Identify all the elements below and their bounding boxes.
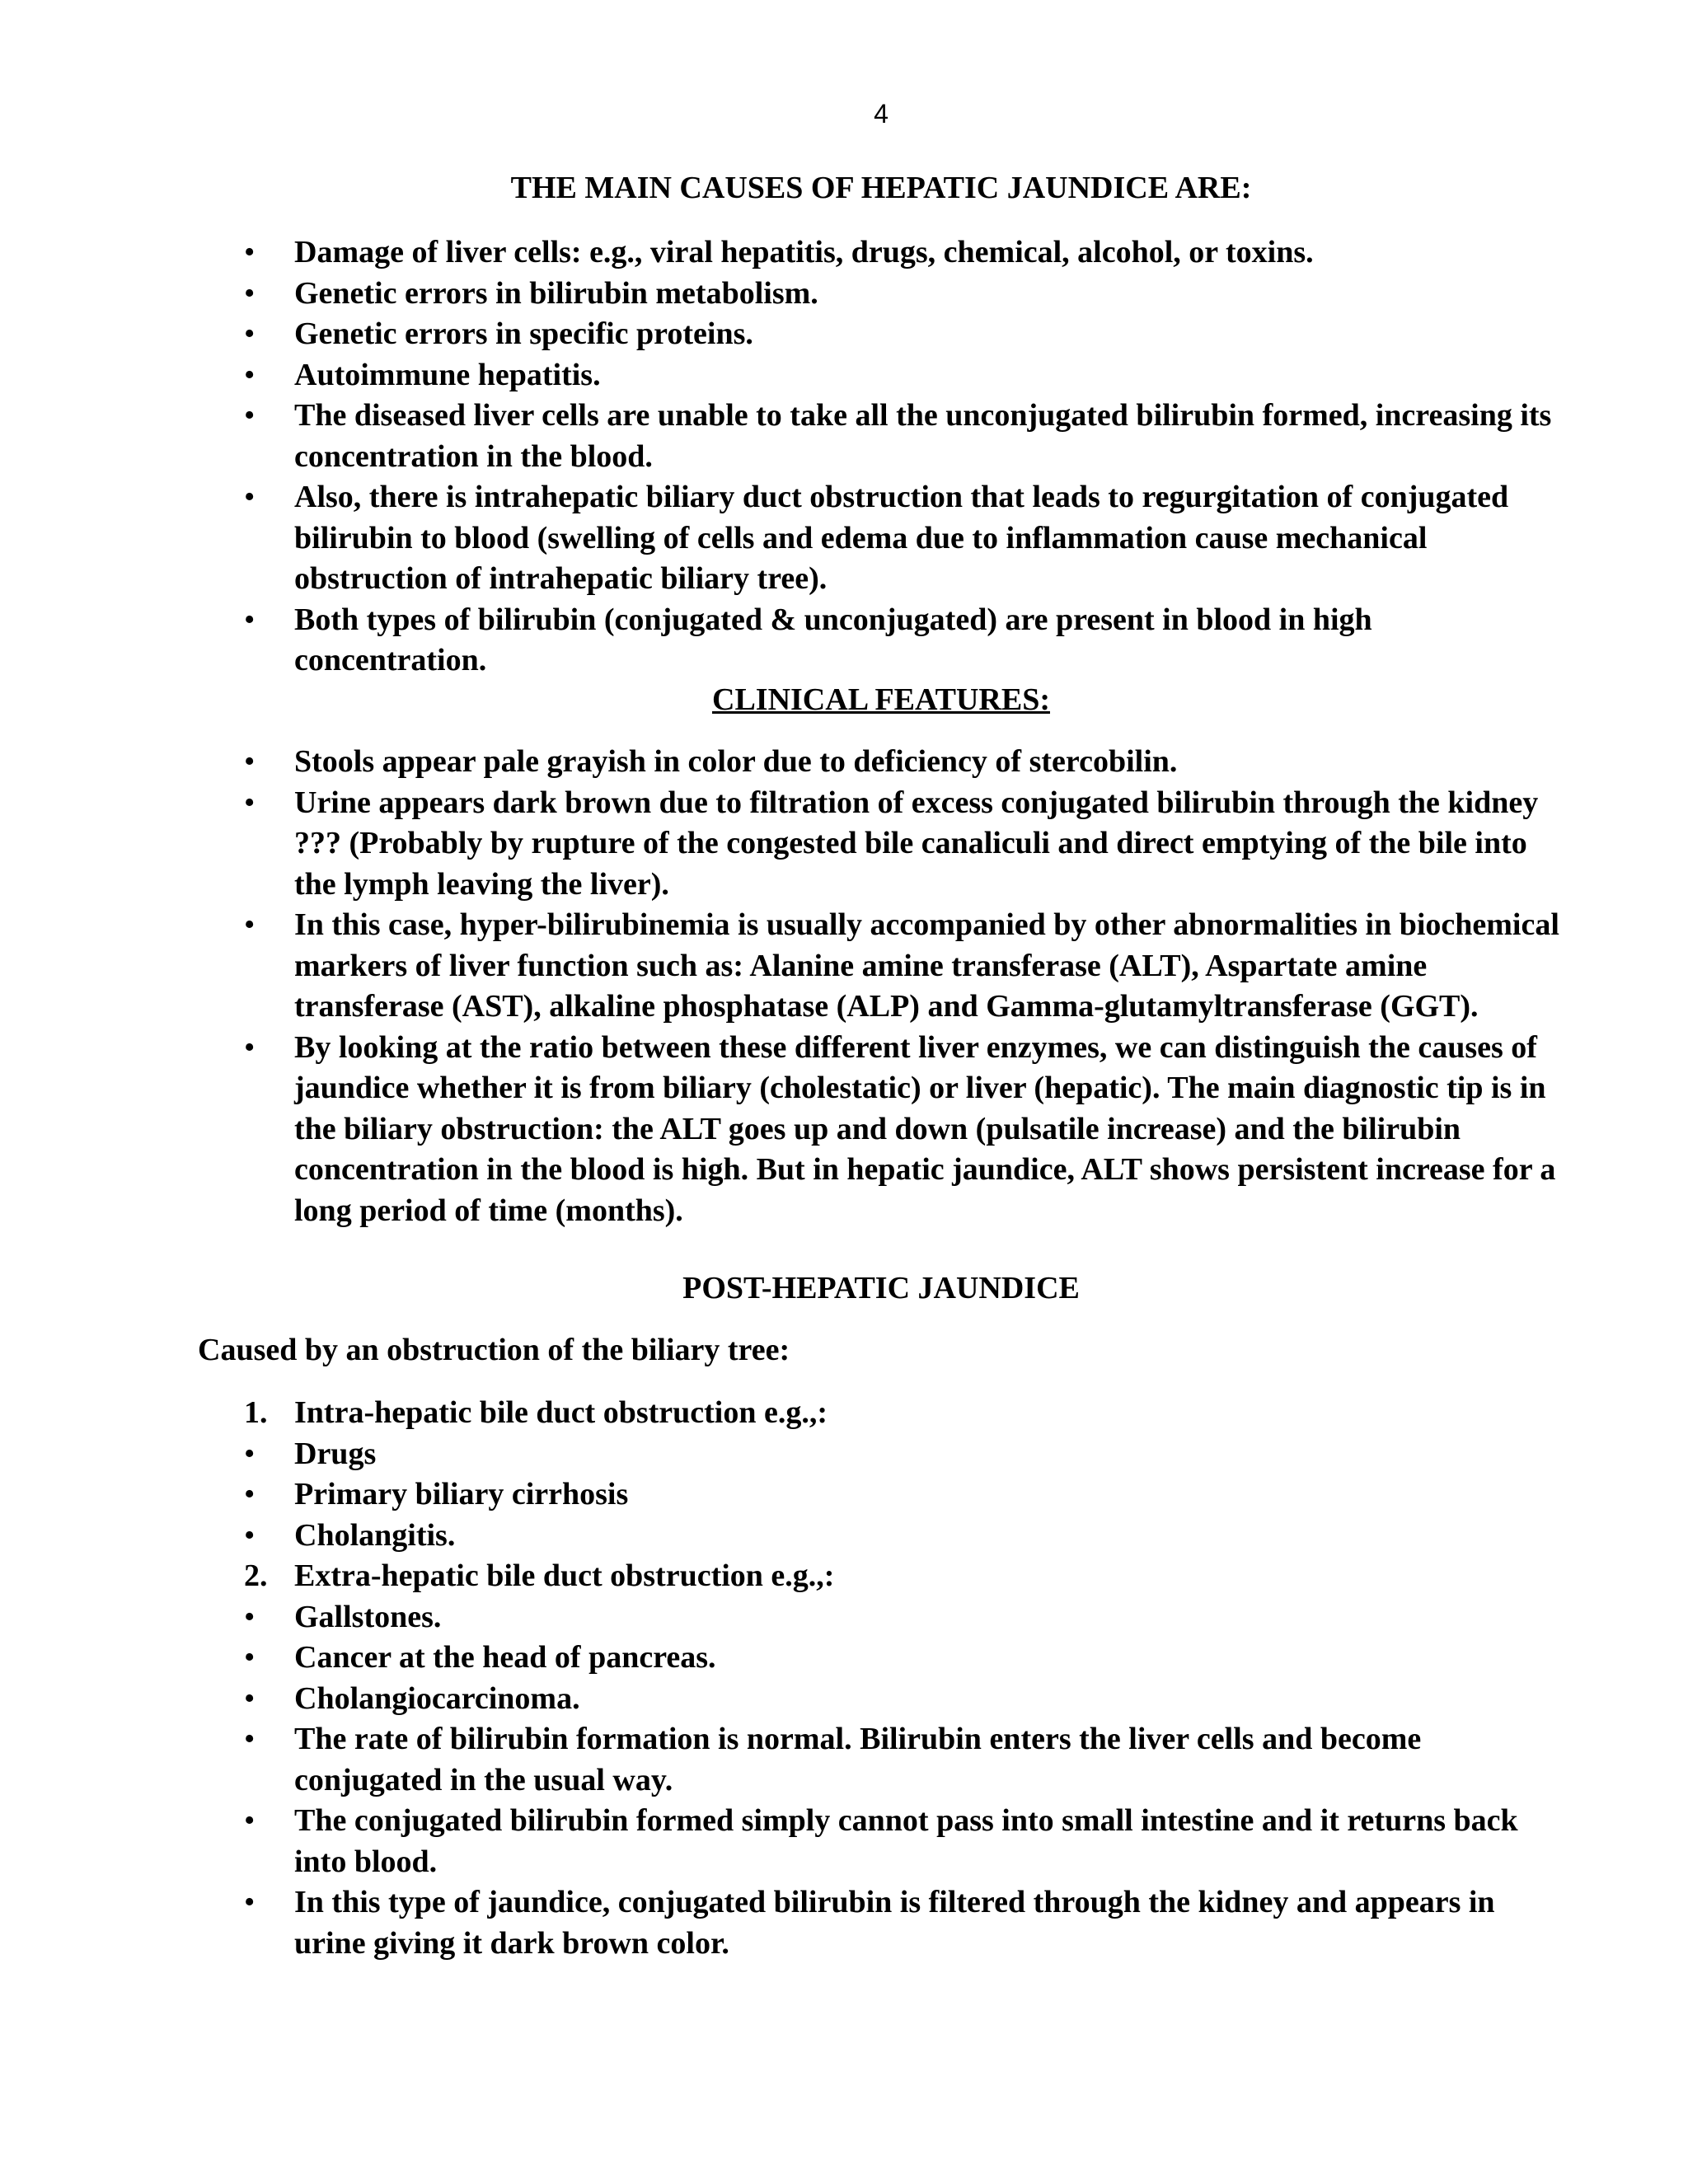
list-item: • Autoimmune hepatitis. [0, 355, 1688, 396]
item-label: Extra-hepatic bile duct obstruction e.g.,: [294, 1558, 835, 1593]
bullet-icon: • [244, 1436, 256, 1471]
bullet-icon: • [244, 1885, 256, 1919]
bullet-icon: • [244, 1803, 256, 1838]
bullet-icon: • [244, 316, 256, 351]
clinical-features-heading [0, 680, 1688, 721]
list-item: • Genetic errors in bilirubin metabolism. [0, 274, 1688, 315]
bullet-icon: • [244, 907, 256, 942]
list-item: • Urine appears dark brown due to filtration of excess conjugated bilirubin through the kidney ??? (Probably by rupture of the congested bile canaliculi and direct emptying of the bile into the lymph leaving the liver). [0, 783, 1688, 906]
list-item: • Damage of liver cells: e.g., viral hepatitis, drugs, chemical, alcohol, or toxins. [0, 232, 1688, 274]
bullet-icon: • [244, 275, 256, 311]
bullet-icon: • [244, 480, 256, 514]
numbered-item-extra [0, 1556, 1688, 1597]
bullet-icon: • [244, 1599, 256, 1634]
bullet-icon: • [244, 602, 256, 637]
clinical-features-list [0, 742, 1688, 1231]
item-label: Intra-hepatic bile duct obstruction e.g.,: [294, 1395, 828, 1430]
list-item: • Cancer at the head of pancreas. [0, 1638, 1688, 1679]
bullet-icon: • [244, 357, 256, 392]
list-item: • Cholangitis. [0, 1516, 1688, 1557]
hepatic-causes-list [0, 232, 1688, 682]
hepatic-causes-heading: THE MAIN CAUSES OF HEPATIC JAUNDICE ARE: [510, 171, 1252, 205]
list-item: • Stools appear pale grayish in color due to deficiency of stercobilin. [0, 742, 1688, 783]
bullet-icon: • [244, 235, 256, 269]
post-hepatic-intro: Caused by an obstruction of the biliary tree: [198, 1333, 790, 1367]
bullet-icon: • [244, 1517, 256, 1553]
numbered-item-intra [0, 1393, 1688, 1434]
list-item: • Primary biliary cirrhosis [0, 1474, 1688, 1516]
bullet-icon: • [244, 785, 256, 820]
post-hepatic-heading: POST-HEPATIC JAUNDICE [682, 1271, 1080, 1305]
list-item: • In this case, hyper-bilirubinemia is usually accompanied by other abnormalities in biochemical markers of liver function such as: Alanine amine transferase (ALT), Aspartate amine transferase (AST), alkaline phosphatase (ALP) and Gamma-glutamyltransferase (GGT). [0, 905, 1688, 1028]
bullet-icon: • [244, 1640, 256, 1675]
list-item: • Also, there is intrahepatic biliary duct obstruction that leads to regurgitation of conjugated bilirubin to blood (swelling of cells and edema due to inflammation cause mechanical obstruction of intrahepatic biliary tree). [0, 477, 1688, 600]
bullet-icon: • [244, 744, 256, 779]
item-number: 2. [244, 1558, 268, 1593]
list-item: • Drugs [0, 1434, 1688, 1475]
list-item: • By looking at the ratio between these different liver enzymes, we can distinguish the causes of jaundice whether it is from biliary (cholestatic) or liver (hepatic). The main diagnostic tip is in the biliary obstruction: the ALT goes up and down (pulsatile increase) and the bilirubin concentration in the blood is high. But in hepatic jaundice, ALT shows persistent increase for a long period of time (months). [0, 1028, 1688, 1232]
bullet-icon: • [244, 1722, 256, 1756]
list-item: • Gallstones. [0, 1597, 1688, 1638]
list-item: • Cholangiocarcinoma. [0, 1679, 1688, 1720]
bullet-icon: • [244, 1477, 256, 1511]
list-item: • Genetic errors in specific proteins. [0, 314, 1688, 355]
list-item: • The conjugated bilirubin formed simply cannot pass into small intestine and it returns back into blood. [0, 1801, 1688, 1882]
bullet-icon: • [244, 398, 256, 433]
list-item: • In this type of jaundice, conjugated bilirubin is filtered through the kidney and appears in urine giving it dark brown color. [0, 1882, 1688, 1964]
list-item: • Both types of bilirubin (conjugated & unconjugated) are present in blood in high concentration. [0, 600, 1688, 682]
item-number: 1. [244, 1395, 268, 1430]
clinical-features-title: CLINICAL FEATURES: [712, 682, 1050, 717]
bullet-icon: • [244, 1680, 256, 1716]
page-number: 4 [874, 99, 889, 129]
bullet-icon: • [244, 1029, 256, 1065]
list-item: • The diseased liver cells are unable to take all the unconjugated bilirubin formed, increasing its concentration in the blood. [0, 396, 1688, 477]
list-item: • The rate of bilirubin formation is normal. Bilirubin enters the liver cells and become conjugated in the usual way. [0, 1719, 1688, 1801]
post-hepatic-list [0, 1393, 1688, 1964]
